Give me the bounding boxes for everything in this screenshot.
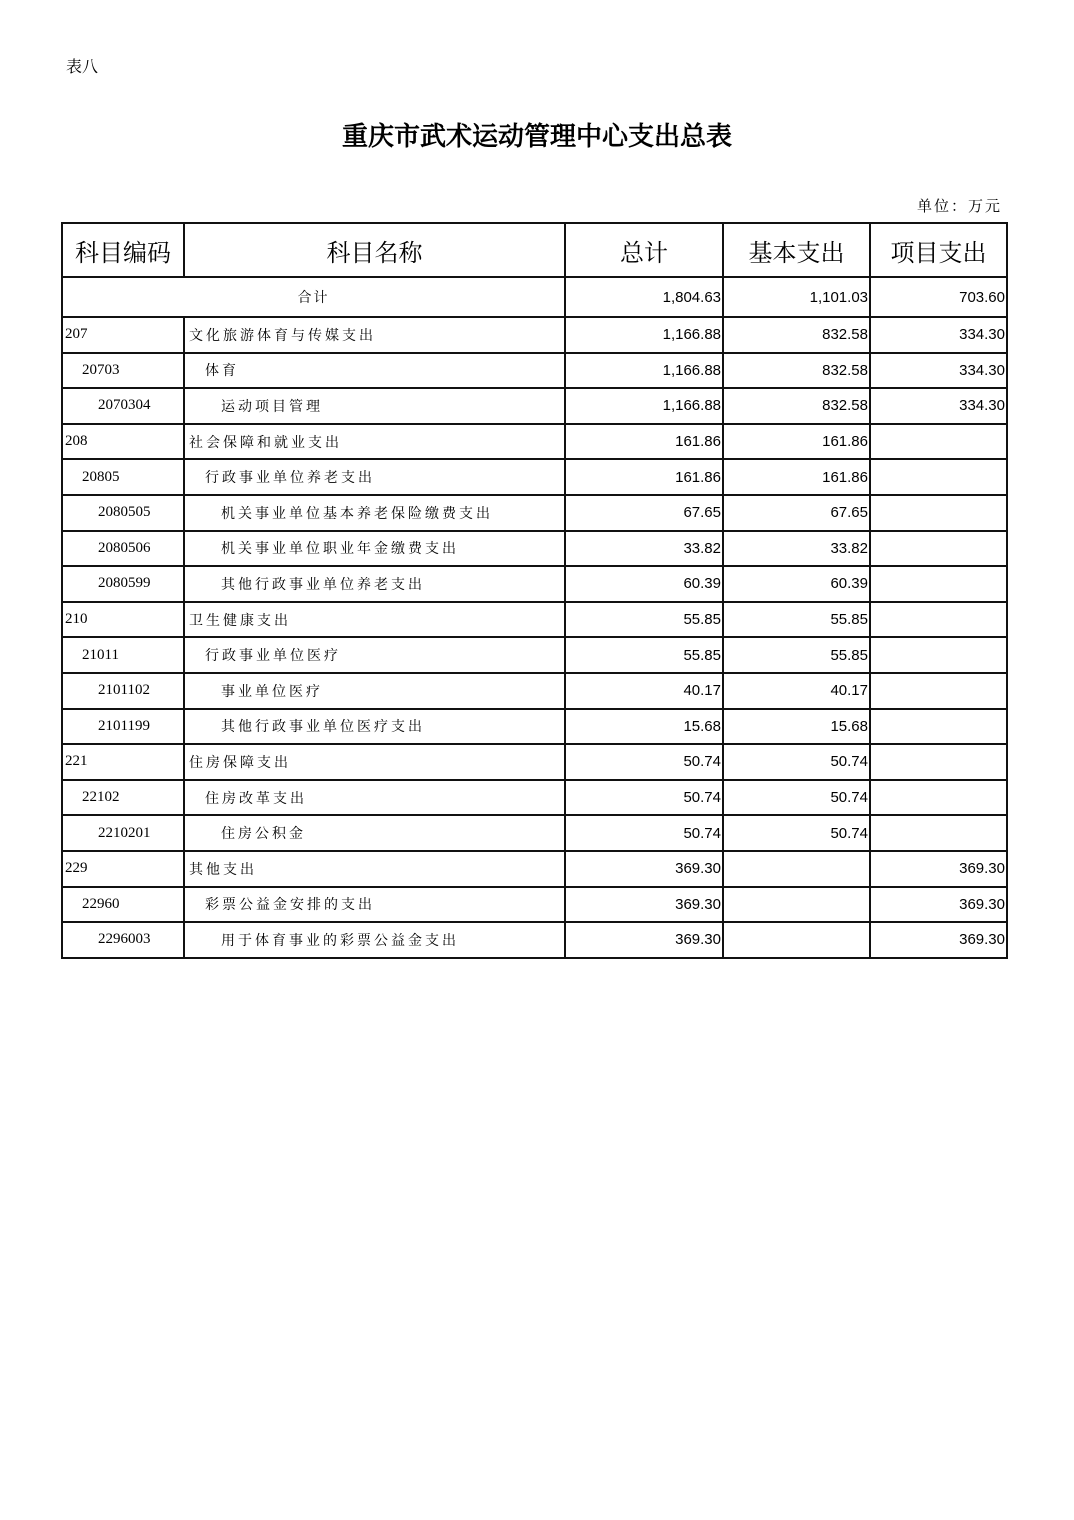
row-project	[870, 495, 1007, 531]
row-code: 20703	[62, 353, 184, 389]
row-basic: 55.85	[723, 637, 870, 673]
table-row	[62, 424, 1007, 460]
row-name: 行政事业单位养老支出	[184, 459, 565, 495]
table-row	[62, 495, 1007, 531]
row-project: 369.30	[870, 922, 1007, 958]
row-project: 334.30	[870, 317, 1007, 353]
row-project	[870, 709, 1007, 745]
table-row	[62, 317, 1007, 353]
row-code: 2101199	[62, 709, 184, 745]
header-basic: 基本支出	[723, 223, 870, 277]
row-total: 161.86	[565, 424, 723, 460]
unit-label: 单位：万元	[916, 197, 1002, 215]
row-project	[870, 815, 1007, 851]
row-basic: 161.86	[723, 459, 870, 495]
row-total: 369.30	[565, 922, 723, 958]
row-total: 1,166.88	[565, 353, 723, 389]
row-name: 住房保障支出	[184, 744, 565, 780]
row-name: 住房公积金	[184, 815, 565, 851]
row-name: 体育	[184, 353, 565, 389]
table-row	[62, 637, 1007, 673]
row-total: 1,166.88	[565, 317, 723, 353]
row-basic: 67.65	[723, 495, 870, 531]
row-code: 2070304	[62, 388, 184, 424]
row-code: 20805	[62, 459, 184, 495]
table-row	[62, 780, 1007, 816]
row-project	[870, 637, 1007, 673]
row-basic: 832.58	[723, 388, 870, 424]
page-title: 重庆市武术运动管理中心支出总表	[341, 122, 732, 152]
row-name: 文化旅游体育与传媒支出	[184, 317, 565, 353]
row-code: 2210201	[62, 815, 184, 851]
row-code: 2080599	[62, 566, 184, 602]
row-code: 21011	[62, 637, 184, 673]
table-row	[62, 887, 1007, 923]
table-row	[62, 459, 1007, 495]
row-project	[870, 459, 1007, 495]
row-total: 55.85	[565, 637, 723, 673]
table-row	[62, 353, 1007, 389]
total-basic: 1,101.03	[723, 277, 870, 317]
total-project: 703.60	[870, 277, 1007, 317]
row-project	[870, 780, 1007, 816]
row-basic: 55.85	[723, 602, 870, 638]
row-project	[870, 673, 1007, 709]
row-name: 住房改革支出	[184, 780, 565, 816]
row-basic	[723, 922, 870, 958]
row-total: 50.74	[565, 744, 723, 780]
row-code: 210	[62, 602, 184, 638]
row-code: 207	[62, 317, 184, 353]
row-code: 208	[62, 424, 184, 460]
row-total: 33.82	[565, 531, 723, 567]
table-row	[62, 388, 1007, 424]
row-total: 1,166.88	[565, 388, 723, 424]
total-label: 合计	[62, 277, 565, 317]
row-code: 2080505	[62, 495, 184, 531]
row-code: 22960	[62, 887, 184, 923]
row-basic: 50.74	[723, 744, 870, 780]
row-total: 161.86	[565, 459, 723, 495]
row-name: 机关事业单位职业年金缴费支出	[184, 531, 565, 567]
row-name: 其他行政事业单位养老支出	[184, 566, 565, 602]
table-row	[62, 922, 1007, 958]
row-total: 50.74	[565, 780, 723, 816]
row-code: 229	[62, 851, 184, 887]
total-total: 1,804.63	[565, 277, 723, 317]
table-row	[62, 602, 1007, 638]
table-row	[62, 815, 1007, 851]
row-total: 15.68	[565, 709, 723, 745]
row-project: 369.30	[870, 851, 1007, 887]
row-name: 社会保障和就业支出	[184, 424, 565, 460]
table-row	[62, 531, 1007, 567]
row-basic: 50.74	[723, 780, 870, 816]
row-name: 事业单位医疗	[184, 673, 565, 709]
table-row	[62, 673, 1007, 709]
row-project	[870, 602, 1007, 638]
row-basic: 60.39	[723, 566, 870, 602]
header-code: 科目编码	[62, 223, 184, 277]
row-basic	[723, 887, 870, 923]
header-row	[62, 223, 1007, 277]
header-name: 科目名称	[184, 223, 565, 277]
row-basic: 33.82	[723, 531, 870, 567]
row-total: 369.30	[565, 887, 723, 923]
row-code: 2296003	[62, 922, 184, 958]
row-code: 2080506	[62, 531, 184, 567]
row-basic	[723, 851, 870, 887]
row-basic: 40.17	[723, 673, 870, 709]
total-row	[62, 277, 1007, 317]
row-name: 其他行政事业单位医疗支出	[184, 709, 565, 745]
row-total: 369.30	[565, 851, 723, 887]
row-project: 334.30	[870, 353, 1007, 389]
header-project: 项目支出	[870, 223, 1007, 277]
row-name: 用于体育事业的彩票公益金支出	[184, 922, 565, 958]
table-row	[62, 709, 1007, 745]
row-project: 369.30	[870, 887, 1007, 923]
expenditure-table	[61, 222, 1008, 959]
row-code: 2101102	[62, 673, 184, 709]
row-basic: 832.58	[723, 353, 870, 389]
table-row	[62, 851, 1007, 887]
header-total: 总计	[565, 223, 723, 277]
row-total: 50.74	[565, 815, 723, 851]
row-name: 卫生健康支出	[184, 602, 565, 638]
row-total: 67.65	[565, 495, 723, 531]
table-number-label: 表八	[66, 57, 99, 76]
row-code: 221	[62, 744, 184, 780]
row-name: 行政事业单位医疗	[184, 637, 565, 673]
row-total: 55.85	[565, 602, 723, 638]
row-project: 334.30	[870, 388, 1007, 424]
table-row	[62, 744, 1007, 780]
row-basic: 161.86	[723, 424, 870, 460]
row-project	[870, 566, 1007, 602]
row-name: 运动项目管理	[184, 388, 565, 424]
row-name: 其他支出	[184, 851, 565, 887]
table-row	[62, 566, 1007, 602]
row-basic: 50.74	[723, 815, 870, 851]
row-project	[870, 424, 1007, 460]
row-total: 60.39	[565, 566, 723, 602]
row-basic: 15.68	[723, 709, 870, 745]
row-project	[870, 531, 1007, 567]
row-code: 22102	[62, 780, 184, 816]
row-name: 彩票公益金安排的支出	[184, 887, 565, 923]
row-name: 机关事业单位基本养老保险缴费支出	[184, 495, 565, 531]
row-basic: 832.58	[723, 317, 870, 353]
row-project	[870, 744, 1007, 780]
row-total: 40.17	[565, 673, 723, 709]
